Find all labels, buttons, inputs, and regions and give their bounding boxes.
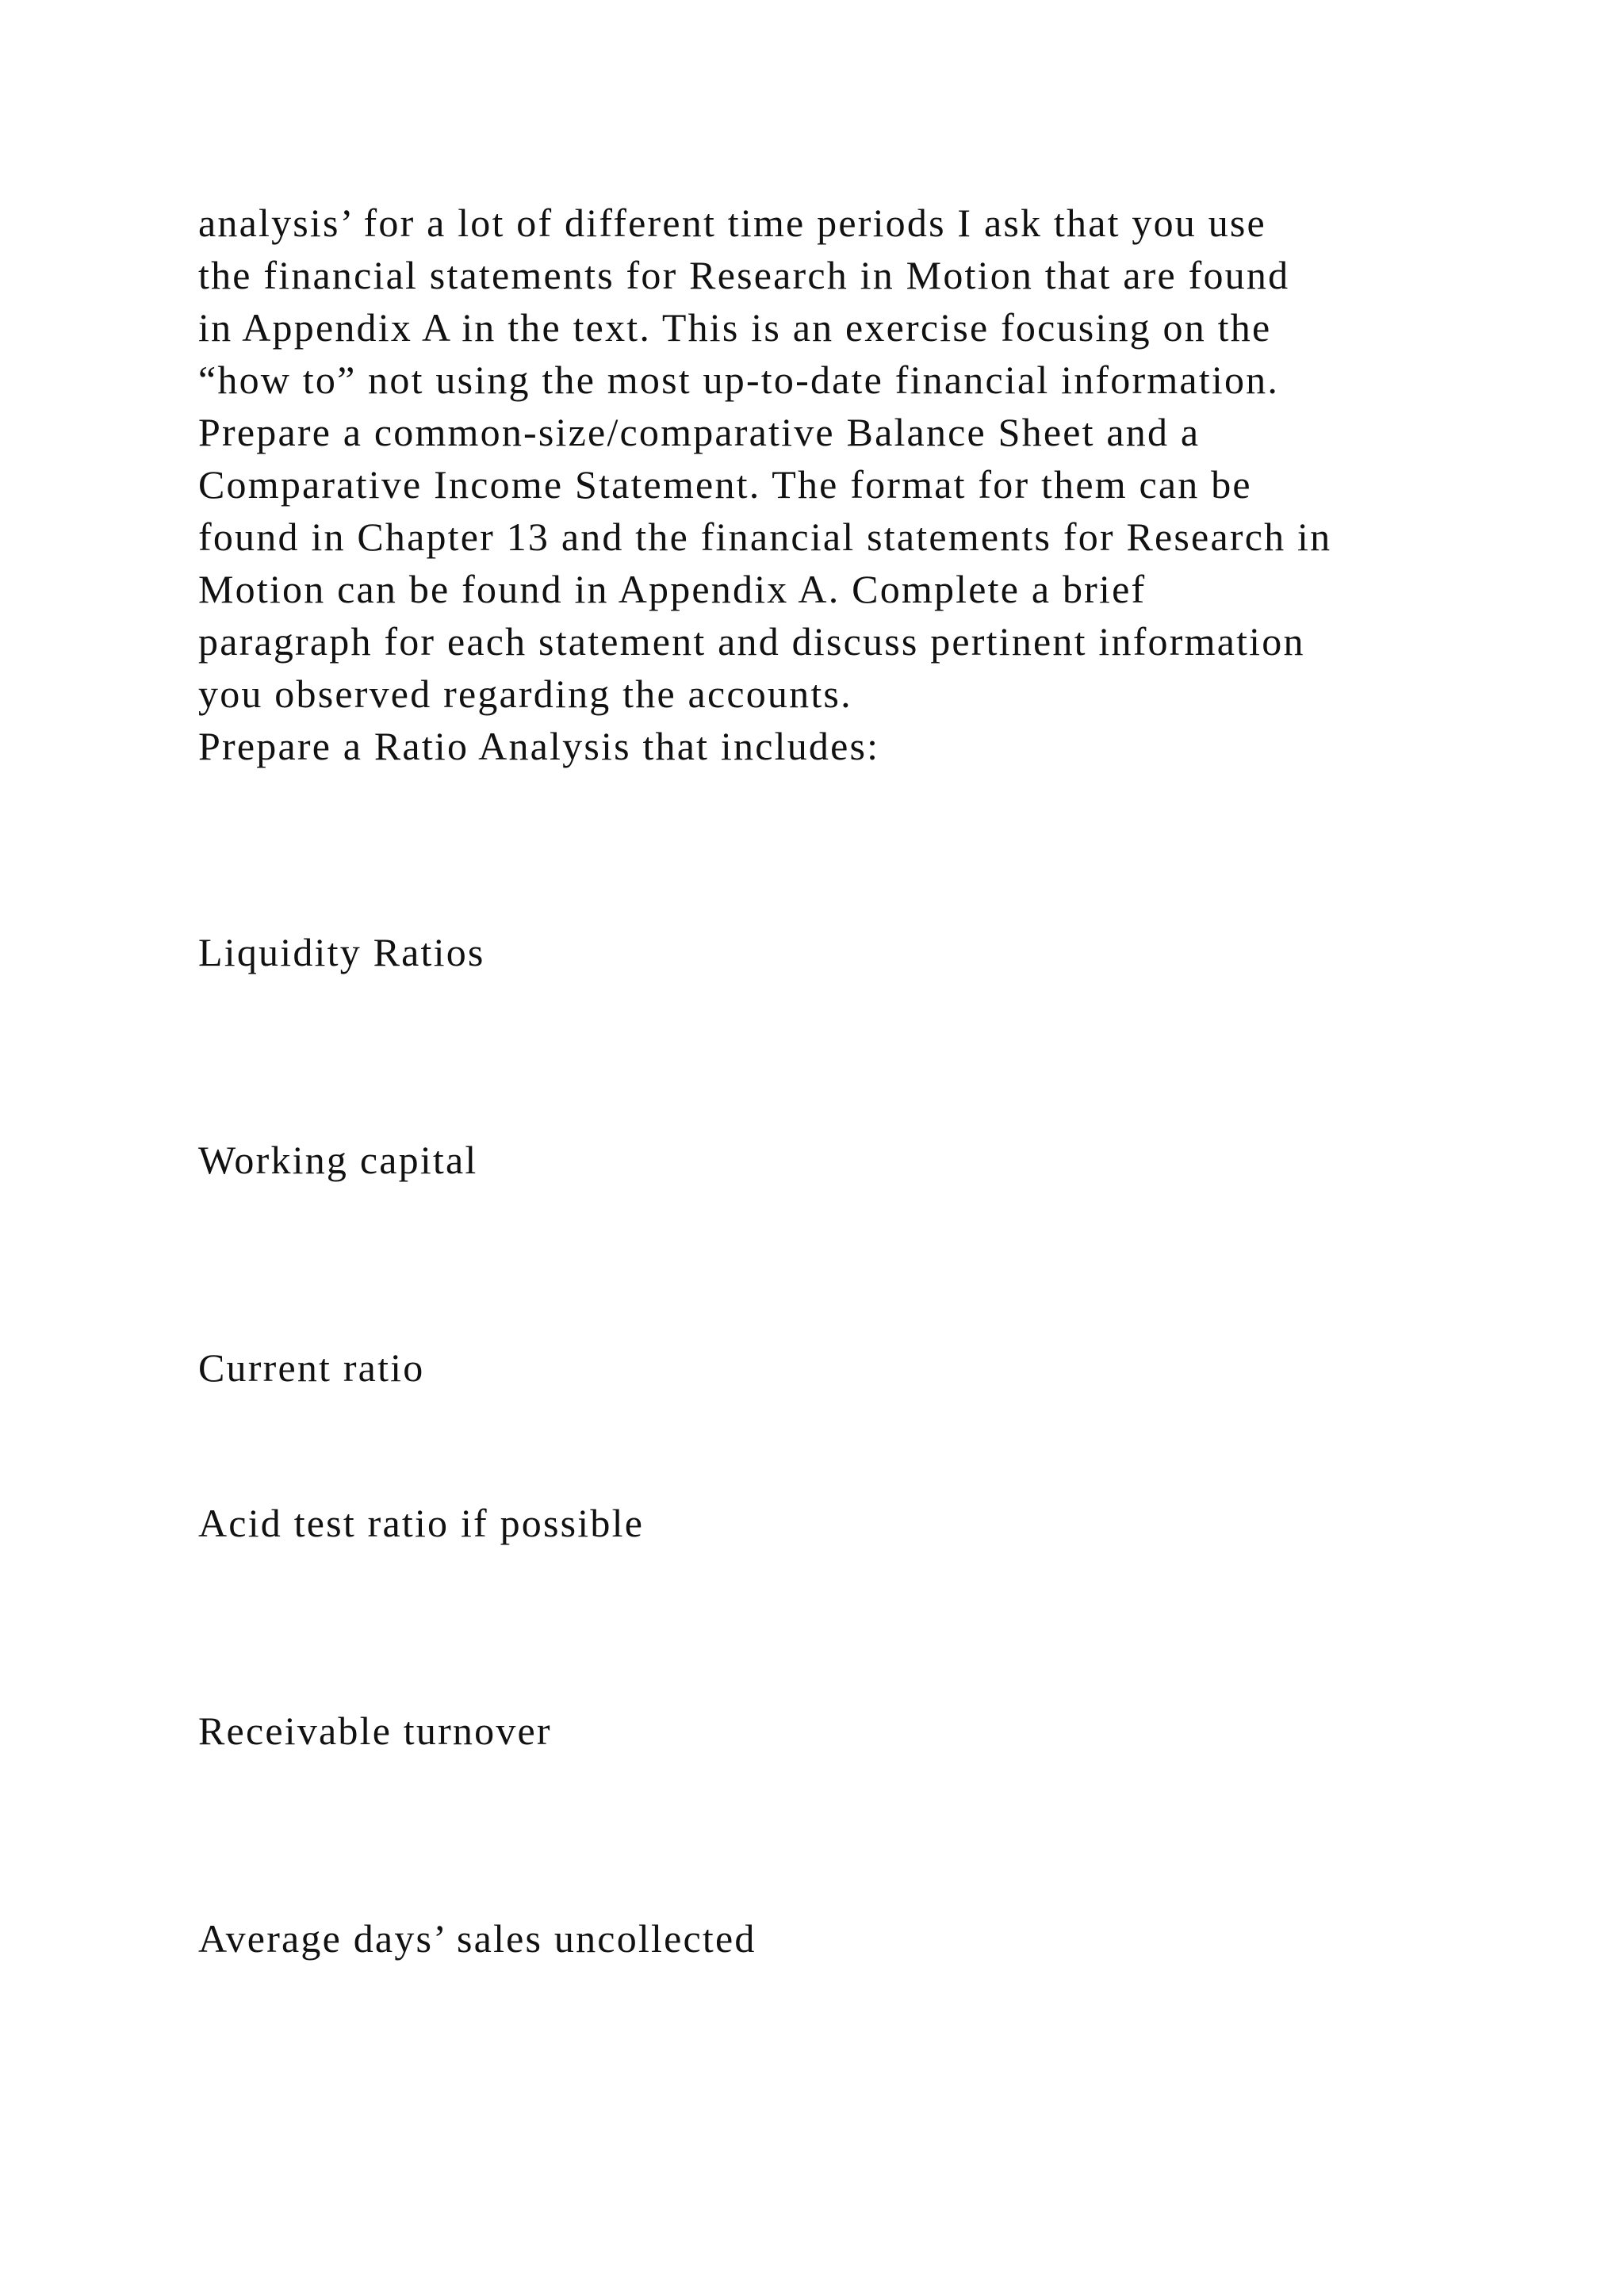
item-liquidity-ratios: Liquidity Ratios	[198, 930, 485, 974]
paragraph-line: found in Chapter 13 and the financial statements for Research in	[198, 515, 1332, 559]
item-working-capital: Working capital	[198, 1138, 478, 1182]
paragraph-line: in Appendix A in the text. This is an exercise focusing on the	[198, 305, 1272, 350]
paragraph-line: Prepare a common-size/comparative Balance Sheet and a	[198, 410, 1201, 454]
item-acid-test-ratio: Acid test ratio if possible	[198, 1501, 645, 1545]
paragraph-line: paragraph for each statement and discuss pertinent information	[198, 619, 1305, 664]
item-current-ratio: Current ratio	[198, 1345, 425, 1390]
paragraph-line: Motion can be found in Appendix A. Complete a brief	[198, 567, 1147, 611]
item-receivable-turnover: Receivable turnover	[198, 1709, 552, 1753]
paragraph-line: analysis’ for a lot of different time periods I ask that you use	[198, 201, 1266, 245]
paragraph-line: the financial statements for Research in Motion that are found	[198, 253, 1290, 297]
body-paragraph	[198, 197, 1546, 772]
paragraph-line: you observed regarding the accounts.	[198, 672, 852, 716]
item-average-days-sales-uncollected: Average days’ sales uncollected	[198, 1916, 756, 1961]
paragraph-line: “how to” not using the most up-to-date financial information.	[198, 358, 1280, 402]
paragraph-line: Prepare a Ratio Analysis that includes:	[198, 724, 880, 768]
paragraph-line: Comparative Income Statement. The format for them can be	[198, 462, 1252, 507]
